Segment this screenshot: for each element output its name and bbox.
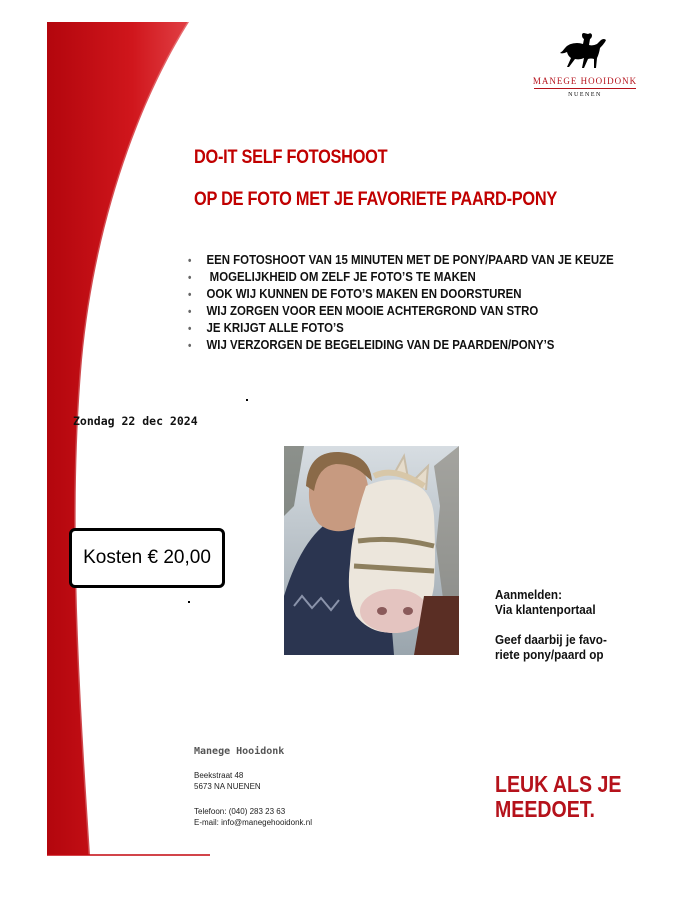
stray-dot bbox=[188, 601, 190, 603]
feature-item: • JE KRIJGT ALLE FOTO’S bbox=[188, 320, 344, 335]
feature-item: • MOGELIJKHEID OM ZELF JE FOTO’S TE MAKEN bbox=[188, 269, 476, 284]
stray-dot bbox=[246, 399, 248, 401]
signup-label: Aanmelden: bbox=[495, 587, 562, 602]
slogan bbox=[495, 772, 644, 822]
bullet-icon: • bbox=[188, 306, 192, 318]
cost-box bbox=[69, 528, 225, 588]
signup-info bbox=[495, 587, 619, 662]
signup-note-line-2: riete pony/paard op bbox=[495, 647, 604, 662]
manege-logo bbox=[530, 30, 640, 98]
feature-item: • WIJ ZORGEN VOOR EEN MOOIE ACHTERGROND VAN STRO bbox=[188, 303, 539, 318]
feature-list bbox=[188, 252, 672, 354]
bullet-icon: • bbox=[188, 272, 192, 284]
signup-note-line-1: Geef daarbij je favo- bbox=[495, 632, 607, 647]
bullet-icon: • bbox=[188, 289, 192, 301]
postal-address: 5673 NA NUENEN bbox=[194, 782, 261, 791]
slogan-line-1: LEUK ALS JE bbox=[495, 771, 622, 797]
bullet-icon: • bbox=[188, 323, 192, 335]
phone-number: Telefoon: (040) 283 23 63 bbox=[194, 807, 286, 816]
logo-divider bbox=[534, 88, 636, 89]
event-date: Zondag 22 dec 2024 bbox=[73, 414, 198, 428]
slogan-line-2: MEEDOET. bbox=[495, 796, 595, 822]
headline-line-1: DO-IT SELF FOTOSHOOT bbox=[194, 147, 388, 168]
feature-item: • EEN FOTOSHOOT VAN 15 MINUTEN MET DE PONY/PAARD VAN JE KEUZE bbox=[188, 252, 614, 267]
headline-line-2: OP DE FOTO MET JE FAVORIETE PAARD-PONY bbox=[194, 189, 558, 210]
signup-method: Via klantenportaal bbox=[495, 602, 596, 617]
email-address: E-mail: info@manegehooidonk.nl bbox=[194, 818, 312, 827]
photo-woman-with-pony bbox=[284, 446, 459, 655]
bullet-icon: • bbox=[188, 255, 192, 267]
feature-item: • WIJ VERZORGEN DE BEGELEIDING VAN DE PAARDEN/PONY’S bbox=[188, 337, 555, 352]
logo-town: NUENEN bbox=[568, 92, 602, 98]
cost-label: Kosten € 20,00 bbox=[83, 547, 211, 568]
horse-rider-icon bbox=[558, 30, 612, 72]
contact-footer bbox=[194, 746, 312, 828]
street-address: Beekstraat 48 bbox=[194, 771, 244, 780]
bullet-icon: • bbox=[188, 340, 192, 352]
logo-name: MANEGE HOOIDONK bbox=[532, 76, 638, 86]
feature-item: • OOK WIJ KUNNEN DE FOTO’S MAKEN EN DOORSTUREN bbox=[188, 286, 522, 301]
company-name: Manege Hooidonk bbox=[194, 746, 285, 757]
